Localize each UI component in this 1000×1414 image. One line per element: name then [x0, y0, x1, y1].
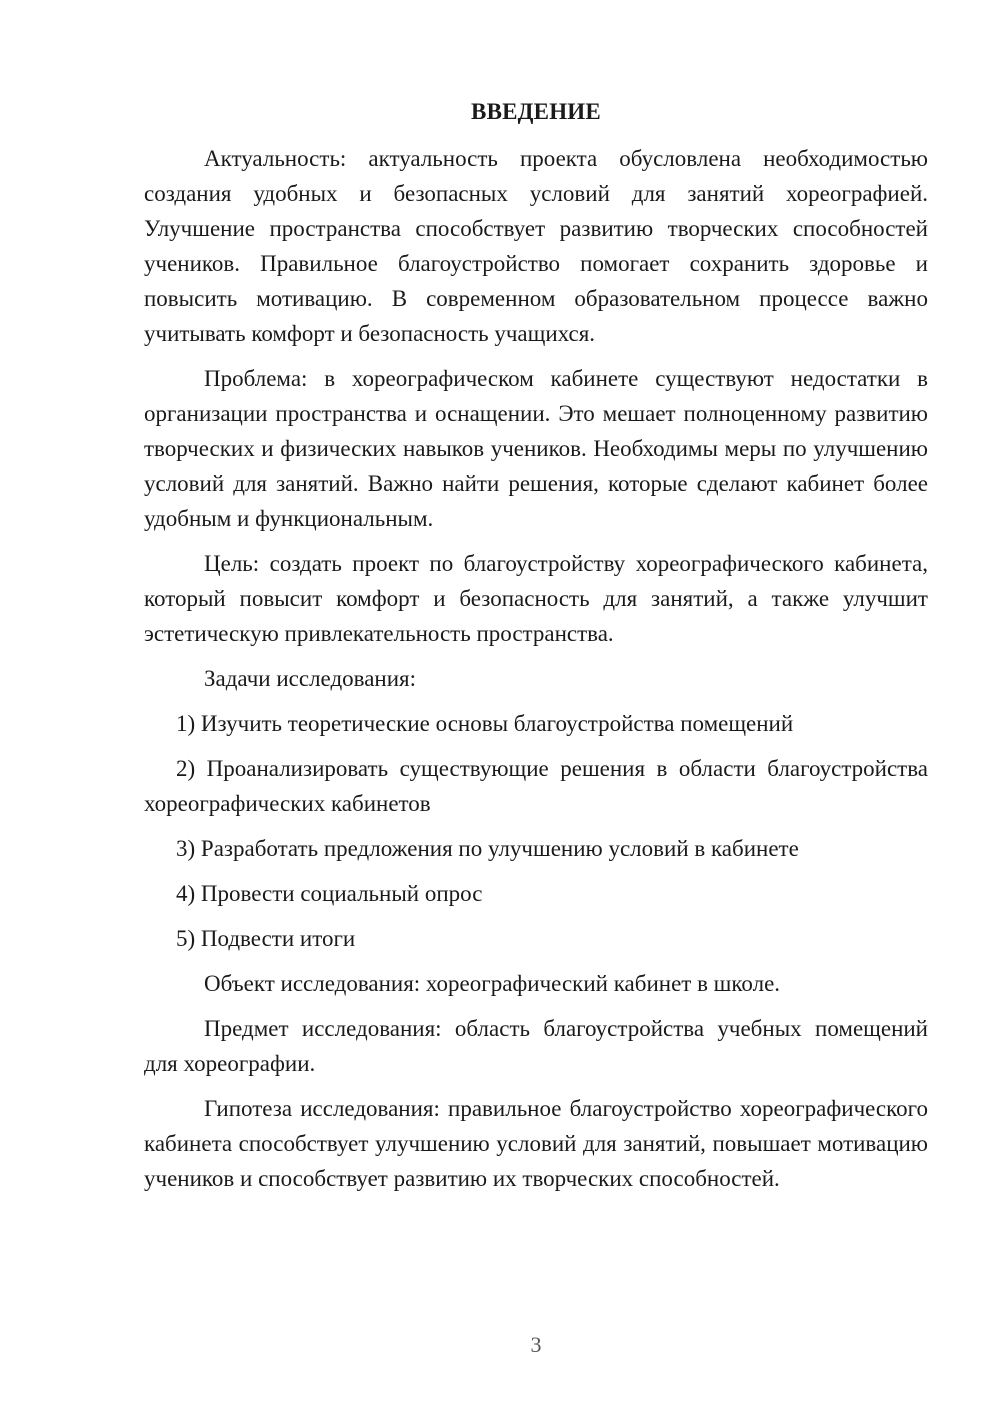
- relevance-paragraph: Актуальность: актуальность проекта обусловлена необходимостью создания удобных и безопасных условий для занятий хореографией. Улучшение пространства способствует развитию творческих способностей учеников. Правильное благоустройство помогает сохранить здоровье и повысить мотивацию. В современном образовательном процессе важно учитывать комфорт и безопасность учащихся.: [144, 146, 928, 346]
- page-number: 3: [530, 1332, 542, 1357]
- hypothesis-paragraph: Гипотеза исследования: правильное благоустройство хореографического кабинета способствует улучшению условий для занятий, повышает мотивацию учеников и способствует развитию их творческих способностей.: [144, 1096, 928, 1191]
- goal-paragraph: Цель: создать проект по благоустройству хореографического кабинета, который повысит комфорт и безопасность для занятий, а также улучшит эстетическую привлекательность пространства.: [144, 551, 928, 646]
- task-item-3: 3) Разработать предложения по улучшению условий в кабинете: [176, 836, 799, 861]
- task-item-2: 2) Проанализировать существующие решения в области благоустройства хореографических кабинетов: [144, 756, 928, 816]
- page-content: [144, 94, 928, 1206]
- section-heading: ВВЕДЕНИЕ: [471, 99, 601, 124]
- task-item-4: 4) Провести социальный опрос: [176, 881, 483, 906]
- task-item-1: 1) Изучить теоретические основы благоустройства помещений: [176, 711, 794, 736]
- tasks-label: Задачи исследования:: [204, 666, 417, 691]
- task-item-5: 5) Подвести итоги: [176, 926, 356, 951]
- subject-paragraph: Предмет исследования: область благоустройства учебных помещений для хореографии.: [144, 1016, 928, 1076]
- object-paragraph: Объект исследования: хореографический кабинет в школе.: [204, 971, 781, 996]
- problem-paragraph: Проблема: в хореографическом кабинете существуют недостатки в организации пространства и оснащении. Это мешает полноценному развитию творческих и физических навыков учеников. Необходимы меры по улучшению условий для занятий. Важно найти решения, которые сделают кабинет более удобным и функциональным.: [144, 366, 928, 531]
